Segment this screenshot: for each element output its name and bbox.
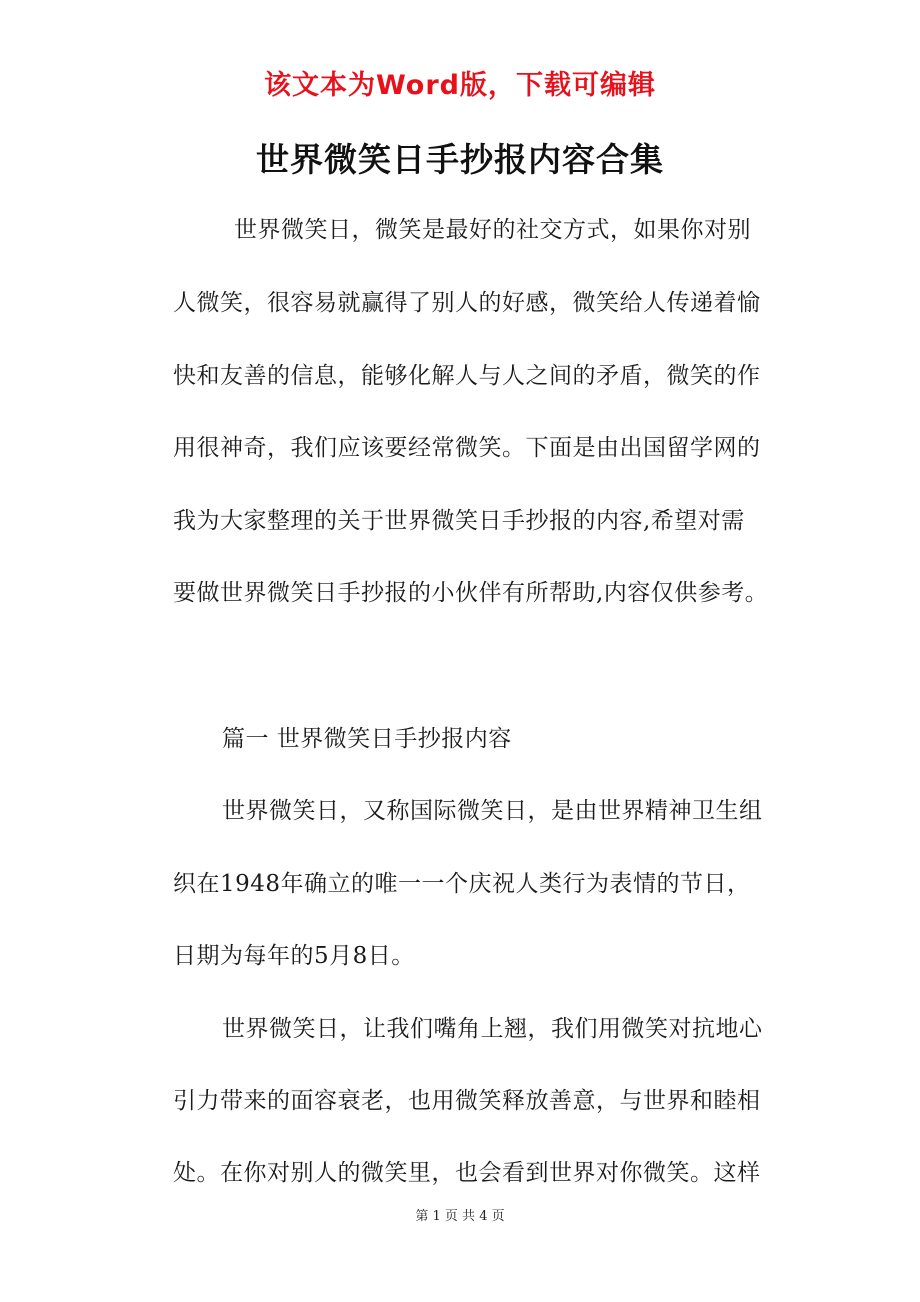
intro-line: 我为大家整理的关于世界微笑日手抄报的内容,希望对需 xyxy=(173,508,745,534)
download-notice-banner: 该文本为Word版，下载可编辑 xyxy=(263,70,656,101)
paragraph-line: 世界微笑日，让我们嘴角上翘，我们用微笑对抗地心 xyxy=(222,1016,763,1042)
intro-line: 世界微笑日，微笑是最好的社交方式，如果你对别 xyxy=(234,217,751,243)
paragraph-line: 世界微笑日，又称国际微笑日，是由世界精神卫生组 xyxy=(222,798,763,824)
intro-line: 快和友善的信息，能够化解人与人之间的矛盾，微笑的作 xyxy=(173,363,761,389)
paragraph-line: 引力带来的面容衰老，也用微笑释放善意，与世界和睦相 xyxy=(173,1088,761,1114)
section-heading: 篇一 世界微笑日手抄报内容 xyxy=(222,726,512,752)
intro-line: 人微笑，很容易就赢得了别人的好感，微笑给人传递着愉 xyxy=(173,290,761,316)
paragraph-line: 日期为每年的5月8日。 xyxy=(173,943,415,969)
page-title: 世界微笑日手抄报内容合集 xyxy=(256,140,664,179)
intro-line: 用很神奇，我们应该要经常微笑。下面是由出国留学网的 xyxy=(173,435,761,461)
page-number-footer: 第 1 页 共 4 页 xyxy=(415,1209,505,1224)
paragraph-line: 织在1948年确立的唯一一个庆祝人类行为表情的节日， xyxy=(173,871,751,897)
paragraph-line: 处。在你对别人的微笑里，也会看到世界对你微笑。这样 xyxy=(173,1160,761,1186)
intro-line: 要做世界微笑日手抄报的小伙伴有所帮助,内容仅供参考。 xyxy=(173,580,769,606)
